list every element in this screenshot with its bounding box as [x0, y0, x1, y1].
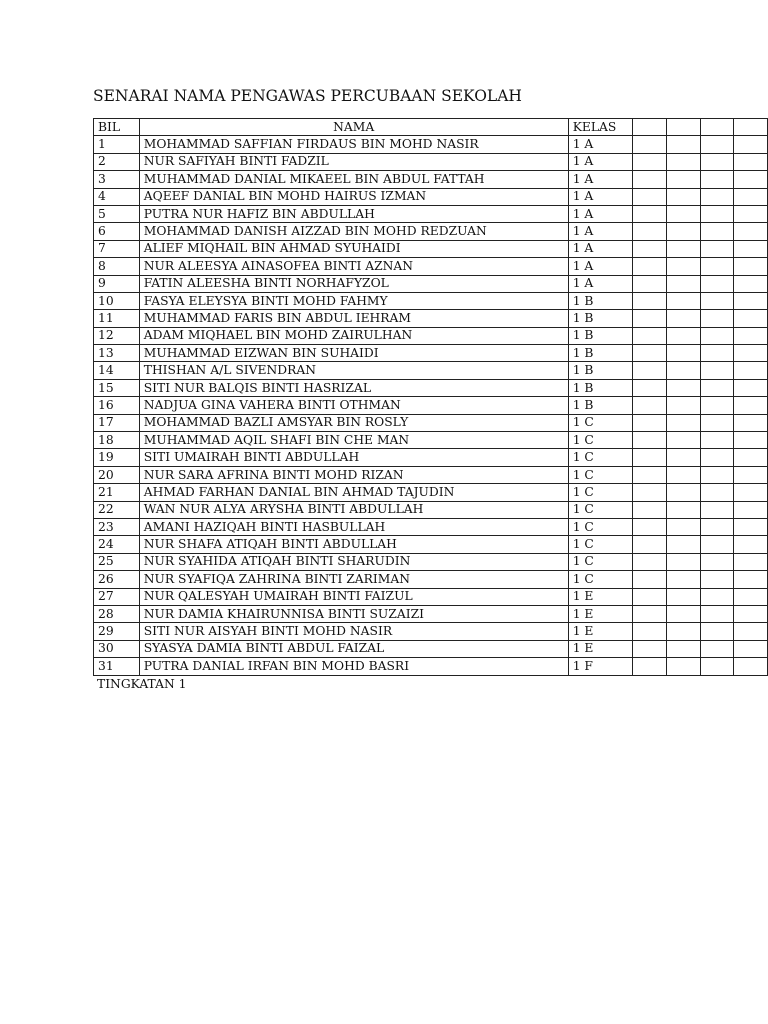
table-row	[94, 327, 768, 344]
empty-column-cell	[633, 588, 667, 605]
empty-column-cell	[734, 518, 768, 535]
bil-cell: 22	[94, 501, 140, 518]
empty-column-cell	[633, 310, 667, 327]
empty-column-cell	[667, 119, 701, 136]
table-row	[94, 136, 768, 153]
empty-column-cell	[667, 640, 701, 657]
empty-column-cell	[667, 432, 701, 449]
empty-column-cell	[734, 362, 768, 379]
empty-column-cell	[633, 484, 667, 501]
table-row	[94, 275, 768, 292]
nama-cell: SITI UMAIRAH BINTI ABDULLAH	[139, 449, 568, 466]
bil-cell: 6	[94, 223, 140, 240]
empty-column-cell	[700, 466, 734, 483]
header-bil: BIL	[94, 119, 140, 136]
empty-column-cell	[734, 658, 768, 675]
kelas-cell: 1 B	[568, 345, 633, 362]
table-row	[94, 449, 768, 466]
empty-column-cell	[700, 553, 734, 570]
empty-column-cell	[700, 205, 734, 222]
empty-column-cell	[633, 292, 667, 309]
nama-cell: SYASYA DAMIA BINTI ABDUL FAIZAL	[139, 640, 568, 657]
nama-cell: FATIN ALEESHA BINTI NORHAFYZOL	[139, 275, 568, 292]
empty-column-cell	[667, 205, 701, 222]
table-row	[94, 205, 768, 222]
kelas-cell: 1 A	[568, 188, 633, 205]
kelas-cell: 1 C	[568, 449, 633, 466]
empty-column-cell	[700, 640, 734, 657]
empty-column-cell	[734, 501, 768, 518]
empty-column-cell	[667, 171, 701, 188]
empty-column-cell	[633, 327, 667, 344]
kelas-cell: 1 E	[568, 605, 633, 622]
empty-column-cell	[700, 292, 734, 309]
empty-column-cell	[734, 553, 768, 570]
bil-cell: 3	[94, 171, 140, 188]
empty-column-cell	[700, 414, 734, 431]
empty-column-cell	[734, 205, 768, 222]
nama-cell: PUTRA NUR HAFIZ BIN ABDULLAH	[139, 205, 568, 222]
empty-column-cell	[667, 397, 701, 414]
bil-cell: 8	[94, 258, 140, 275]
footer-label: TINGKATAN 1	[97, 677, 187, 691]
empty-column-cell	[734, 623, 768, 640]
empty-column-cell	[700, 501, 734, 518]
table-row	[94, 171, 768, 188]
empty-column-cell	[734, 640, 768, 657]
document-title: SENARAI NAMA PENGAWAS PERCUBAAN SEKOLAH	[93, 87, 522, 105]
empty-column-cell	[667, 414, 701, 431]
empty-column-cell	[734, 327, 768, 344]
empty-column-cell	[700, 588, 734, 605]
nama-cell: AQEEF DANIAL BIN MOHD HAIRUS IZMAN	[139, 188, 568, 205]
empty-column-cell	[734, 258, 768, 275]
table-row	[94, 518, 768, 535]
empty-column-cell	[667, 362, 701, 379]
table-row	[94, 310, 768, 327]
kelas-cell: 1 C	[568, 466, 633, 483]
empty-column-cell	[700, 658, 734, 675]
nama-cell: SITI NUR AISYAH BINTI MOHD NASIR	[139, 623, 568, 640]
nama-cell: AMANI HAZIQAH BINTI HASBULLAH	[139, 518, 568, 535]
kelas-cell: 1 B	[568, 362, 633, 379]
empty-column-cell	[734, 119, 768, 136]
empty-column-cell	[667, 588, 701, 605]
empty-column-cell	[633, 345, 667, 362]
kelas-cell: 1 F	[568, 658, 633, 675]
table-row	[94, 588, 768, 605]
bil-cell: 9	[94, 275, 140, 292]
kelas-cell: 1 B	[568, 379, 633, 396]
nama-cell: MUHAMMAD EIZWAN BIN SUHAIDI	[139, 345, 568, 362]
bil-cell: 21	[94, 484, 140, 501]
bil-cell: 26	[94, 571, 140, 588]
kelas-cell: 1 B	[568, 310, 633, 327]
table-row	[94, 292, 768, 309]
table-row	[94, 345, 768, 362]
bil-cell: 18	[94, 432, 140, 449]
kelas-cell: 1 A	[568, 171, 633, 188]
table-row	[94, 658, 768, 675]
bil-cell: 4	[94, 188, 140, 205]
empty-column-cell	[700, 571, 734, 588]
empty-column-cell	[633, 571, 667, 588]
empty-column-cell	[667, 658, 701, 675]
table-row	[94, 397, 768, 414]
empty-column-cell	[633, 658, 667, 675]
table-row	[94, 466, 768, 483]
bil-cell: 7	[94, 240, 140, 257]
empty-column-cell	[667, 501, 701, 518]
empty-column-cell	[667, 449, 701, 466]
empty-column-cell	[667, 188, 701, 205]
nama-cell: ADAM MIQHAEL BIN MOHD ZAIRULHAN	[139, 327, 568, 344]
empty-column-cell	[667, 345, 701, 362]
bil-cell: 12	[94, 327, 140, 344]
empty-column-cell	[633, 136, 667, 153]
empty-column-cell	[667, 240, 701, 257]
empty-column-cell	[633, 536, 667, 553]
empty-column-cell	[633, 362, 667, 379]
empty-column-cell	[700, 432, 734, 449]
bil-cell: 25	[94, 553, 140, 570]
nama-cell: MUHAMMAD AQIL SHAFI BIN CHE MAN	[139, 432, 568, 449]
empty-column-cell	[734, 605, 768, 622]
empty-column-cell	[734, 432, 768, 449]
empty-column-cell	[734, 449, 768, 466]
empty-column-cell	[633, 205, 667, 222]
table-row	[94, 414, 768, 431]
nama-cell: MUHAMMAD FARIS BIN ABDUL IEHRAM	[139, 310, 568, 327]
empty-column-cell	[734, 275, 768, 292]
empty-column-cell	[667, 292, 701, 309]
empty-column-cell	[667, 153, 701, 170]
bil-cell: 30	[94, 640, 140, 657]
kelas-cell: 1 A	[568, 258, 633, 275]
empty-column-cell	[667, 327, 701, 344]
empty-column-cell	[667, 258, 701, 275]
kelas-cell: 1 B	[568, 292, 633, 309]
table-row	[94, 223, 768, 240]
empty-column-cell	[633, 449, 667, 466]
empty-column-cell	[633, 414, 667, 431]
bil-cell: 19	[94, 449, 140, 466]
nama-cell: MOHAMMAD DANISH AIZZAD BIN MOHD REDZUAN	[139, 223, 568, 240]
kelas-cell: 1 B	[568, 327, 633, 344]
empty-column-cell	[633, 623, 667, 640]
kelas-cell: 1 C	[568, 501, 633, 518]
kelas-cell: 1 C	[568, 484, 633, 501]
bil-cell: 2	[94, 153, 140, 170]
nama-cell: NADJUA GINA VAHERA BINTI OTHMAN	[139, 397, 568, 414]
empty-column-cell	[700, 240, 734, 257]
empty-column-cell	[734, 292, 768, 309]
empty-column-cell	[633, 466, 667, 483]
nama-cell: THISHAN A/L SIVENDRAN	[139, 362, 568, 379]
table-row	[94, 501, 768, 518]
empty-column-cell	[667, 310, 701, 327]
table-row	[94, 605, 768, 622]
kelas-cell: 1 E	[568, 623, 633, 640]
kelas-cell: 1 A	[568, 153, 633, 170]
bil-cell: 16	[94, 397, 140, 414]
empty-column-cell	[734, 136, 768, 153]
table-row	[94, 536, 768, 553]
empty-column-cell	[633, 501, 667, 518]
kelas-cell: 1 C	[568, 553, 633, 570]
empty-column-cell	[700, 258, 734, 275]
empty-column-cell	[633, 240, 667, 257]
empty-column-cell	[700, 345, 734, 362]
bil-cell: 24	[94, 536, 140, 553]
bil-cell: 1	[94, 136, 140, 153]
roster-table-body	[94, 119, 768, 676]
nama-cell: MOHAMMAD SAFFIAN FIRDAUS BIN MOHD NASIR	[139, 136, 568, 153]
nama-cell: NUR SAFIYAH BINTI FADZIL	[139, 153, 568, 170]
empty-column-cell	[700, 484, 734, 501]
bil-cell: 23	[94, 518, 140, 535]
empty-column-cell	[734, 397, 768, 414]
bil-cell: 10	[94, 292, 140, 309]
kelas-cell: 1 E	[568, 588, 633, 605]
empty-column-cell	[667, 536, 701, 553]
empty-column-cell	[700, 605, 734, 622]
table-row	[94, 553, 768, 570]
empty-column-cell	[633, 379, 667, 396]
empty-column-cell	[667, 518, 701, 535]
nama-cell: NUR SARA AFRINA BINTI MOHD RIZAN	[139, 466, 568, 483]
empty-column-cell	[700, 327, 734, 344]
empty-column-cell	[700, 153, 734, 170]
table-row	[94, 362, 768, 379]
bil-cell: 14	[94, 362, 140, 379]
kelas-cell: 1 C	[568, 518, 633, 535]
bil-cell: 13	[94, 345, 140, 362]
table-row	[94, 188, 768, 205]
nama-cell: PUTRA DANIAL IRFAN BIN MOHD BASRI	[139, 658, 568, 675]
kelas-cell: 1 A	[568, 136, 633, 153]
empty-column-cell	[734, 536, 768, 553]
nama-cell: FASYA ELEYSYA BINTI MOHD FAHMY	[139, 292, 568, 309]
table-row	[94, 258, 768, 275]
bil-cell: 20	[94, 466, 140, 483]
kelas-cell: 1 A	[568, 275, 633, 292]
empty-column-cell	[734, 240, 768, 257]
empty-column-cell	[734, 310, 768, 327]
empty-column-cell	[734, 153, 768, 170]
table-row	[94, 240, 768, 257]
nama-cell: NUR SYAFIQA ZAHRINA BINTI ZARIMAN	[139, 571, 568, 588]
empty-column-cell	[667, 379, 701, 396]
kelas-cell: 1 C	[568, 571, 633, 588]
table-row	[94, 484, 768, 501]
empty-column-cell	[633, 640, 667, 657]
empty-column-cell	[700, 171, 734, 188]
roster-table	[93, 118, 768, 676]
table-row	[94, 153, 768, 170]
empty-column-cell	[667, 605, 701, 622]
nama-cell: NUR DAMIA KHAIRUNNISA BINTI SUZAIZI	[139, 605, 568, 622]
empty-column-cell	[633, 119, 667, 136]
empty-column-cell	[734, 379, 768, 396]
empty-column-cell	[667, 623, 701, 640]
empty-column-cell	[734, 571, 768, 588]
bil-cell: 11	[94, 310, 140, 327]
kelas-cell: 1 B	[568, 397, 633, 414]
empty-column-cell	[700, 623, 734, 640]
empty-column-cell	[734, 223, 768, 240]
bil-cell: 15	[94, 379, 140, 396]
kelas-cell: 1 C	[568, 432, 633, 449]
kelas-cell: 1 C	[568, 414, 633, 431]
nama-cell: NUR SHAFA ATIQAH BINTI ABDULLAH	[139, 536, 568, 553]
empty-column-cell	[633, 171, 667, 188]
empty-column-cell	[734, 345, 768, 362]
table-header-row	[94, 119, 768, 136]
empty-column-cell	[734, 466, 768, 483]
header-nama: NAMA	[139, 119, 568, 136]
empty-column-cell	[700, 449, 734, 466]
header-kelas: KELAS	[568, 119, 633, 136]
table-row	[94, 379, 768, 396]
empty-column-cell	[734, 171, 768, 188]
empty-column-cell	[667, 571, 701, 588]
empty-column-cell	[633, 432, 667, 449]
bil-cell: 5	[94, 205, 140, 222]
empty-column-cell	[633, 605, 667, 622]
empty-column-cell	[667, 553, 701, 570]
empty-column-cell	[633, 223, 667, 240]
empty-column-cell	[633, 153, 667, 170]
empty-column-cell	[633, 553, 667, 570]
empty-column-cell	[700, 362, 734, 379]
bil-cell: 28	[94, 605, 140, 622]
empty-column-cell	[734, 588, 768, 605]
nama-cell: NUR QALESYAH UMAIRAH BINTI FAIZUL	[139, 588, 568, 605]
nama-cell: NUR ALEESYA AINASOFEA BINTI AZNAN	[139, 258, 568, 275]
empty-column-cell	[734, 188, 768, 205]
nama-cell: ALIEF MIQHAIL BIN AHMAD SYUHAIDI	[139, 240, 568, 257]
bil-cell: 17	[94, 414, 140, 431]
kelas-cell: 1 A	[568, 223, 633, 240]
nama-cell: MUHAMMAD DANIAL MIKAEEL BIN ABDUL FATTAH	[139, 171, 568, 188]
nama-cell: NUR SYAHIDA ATIQAH BINTI SHARUDIN	[139, 553, 568, 570]
empty-column-cell	[700, 379, 734, 396]
kelas-cell: 1 A	[568, 240, 633, 257]
empty-column-cell	[700, 536, 734, 553]
empty-column-cell	[700, 310, 734, 327]
kelas-cell: 1 E	[568, 640, 633, 657]
empty-column-cell	[667, 223, 701, 240]
empty-column-cell	[734, 414, 768, 431]
nama-cell: WAN NUR ALYA ARYSHA BINTI ABDULLAH	[139, 501, 568, 518]
bil-cell: 27	[94, 588, 140, 605]
nama-cell: AHMAD FARHAN DANIAL BIN AHMAD TAJUDIN	[139, 484, 568, 501]
table-row	[94, 640, 768, 657]
empty-column-cell	[633, 397, 667, 414]
empty-column-cell	[667, 275, 701, 292]
empty-column-cell	[700, 275, 734, 292]
bil-cell: 31	[94, 658, 140, 675]
empty-column-cell	[667, 466, 701, 483]
empty-column-cell	[734, 484, 768, 501]
empty-column-cell	[700, 188, 734, 205]
bil-cell: 29	[94, 623, 140, 640]
table-row	[94, 571, 768, 588]
empty-column-cell	[667, 484, 701, 501]
empty-column-cell	[700, 397, 734, 414]
kelas-cell: 1 C	[568, 536, 633, 553]
empty-column-cell	[633, 188, 667, 205]
empty-column-cell	[700, 518, 734, 535]
empty-column-cell	[667, 136, 701, 153]
empty-column-cell	[633, 258, 667, 275]
kelas-cell: 1 A	[568, 205, 633, 222]
nama-cell: SITI NUR BALQIS BINTI HASRIZAL	[139, 379, 568, 396]
empty-column-cell	[633, 518, 667, 535]
table-row	[94, 432, 768, 449]
table-row	[94, 623, 768, 640]
empty-column-cell	[633, 275, 667, 292]
empty-column-cell	[700, 223, 734, 240]
empty-column-cell	[700, 136, 734, 153]
empty-column-cell	[700, 119, 734, 136]
nama-cell: MOHAMMAD BAZLI AMSYAR BIN ROSLY	[139, 414, 568, 431]
